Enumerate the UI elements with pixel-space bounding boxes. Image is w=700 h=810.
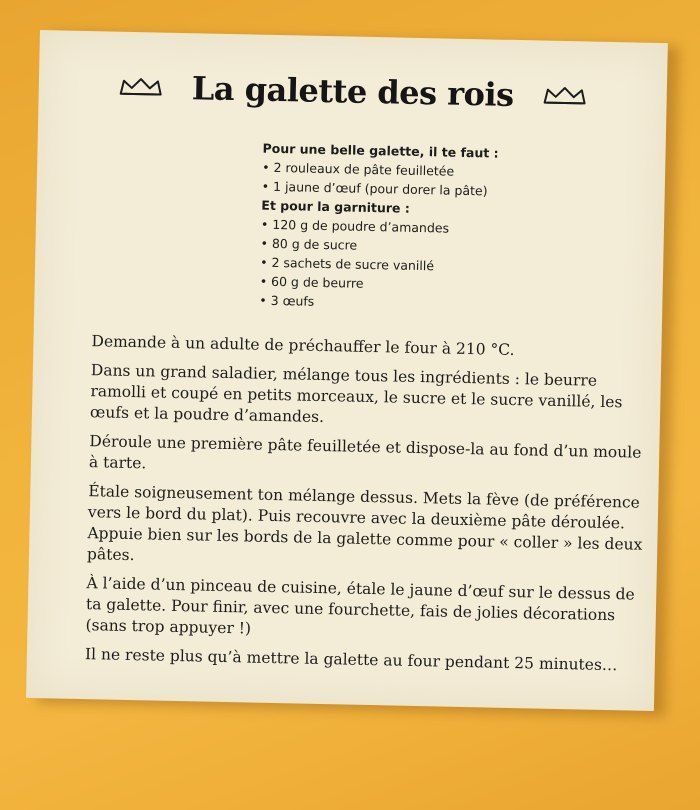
recipe-card: [26, 30, 668, 711]
crown-icon: [541, 85, 587, 108]
step-paragraph: Dans un grand saladier, mélange tous les ingrédients : le beurre ramolli et coupé en petits morceaux, le sucre et le sucre vanillé, les œufs et la poudre d’amandes.: [89, 361, 623, 427]
filling-item: • 80 g de sucre: [260, 234, 590, 260]
ingredients-heading: Pour une belle galette, il te faut :: [262, 140, 499, 161]
ingredient-item: • 2 rouleaux de pâte feuilletée: [262, 158, 592, 184]
steps-block: [85, 331, 652, 685]
filling-heading: Et pour la garniture :: [261, 197, 411, 216]
filling-item: • 2 sachets de sucre vanillé: [260, 253, 590, 279]
step-paragraph: Déroule une première pâte feuilletée et dispose-la au fond d’un moule à tarte.: [88, 432, 642, 473]
ingredients-block: [259, 139, 593, 317]
step-paragraph: À l’aide d’un pinceau de cuisine, étale le jaune d’œuf sur le dessus de ta galette. Pour finir, avec une fourchette, fais de jolies décorations (sans trop appuyer !): [85, 574, 635, 638]
crown-icon: [118, 76, 164, 99]
step-paragraph: Étale soigneusement ton mélange dessus. Mets la fève (de préférence vers le bord du plat). Puis recouvre avec la deuxième pâte déroulée. Appuie bien sur les bords de la galette comme pour « coller » les deux pâtes.: [86, 482, 643, 565]
recipe-title: La galette des rois: [191, 69, 515, 114]
step-paragraph: Demande à un adulte de préchauffer le four à 210 °C.: [91, 332, 515, 360]
filling-list: [259, 215, 591, 317]
step-paragraph: Il ne reste plus qu’à mettre la galette au four pendant 25 minutes…: [84, 645, 618, 675]
title-row: [38, 60, 667, 123]
filling-item: • 120 g de poudre d’amandes: [261, 215, 591, 241]
ingredient-item: • 1 jaune d’œuf (pour dorer la pâte): [262, 177, 592, 203]
filling-item: • 3 œufs: [259, 291, 589, 317]
filling-item: • 60 g de beurre: [260, 272, 590, 298]
